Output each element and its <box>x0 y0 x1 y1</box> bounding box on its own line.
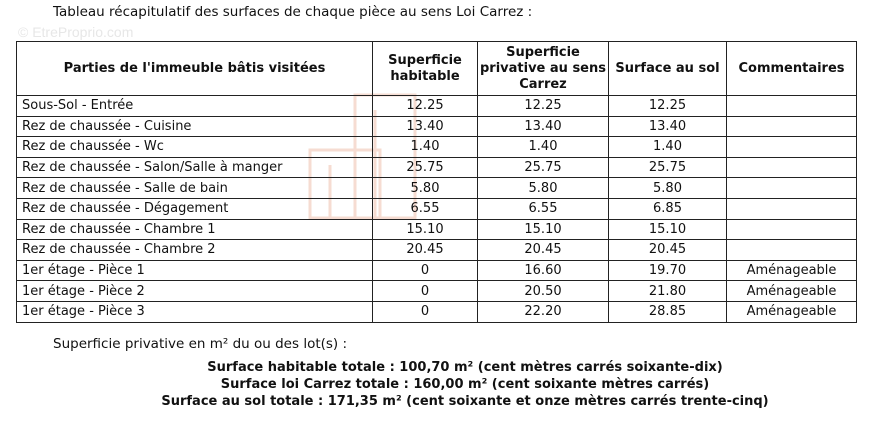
living-area-cell: 5.80 <box>373 178 478 199</box>
floor-area-cell: 28.85 <box>609 301 727 322</box>
living-area-cell: 15.10 <box>373 219 478 240</box>
living-area-cell: 6.55 <box>373 198 478 219</box>
table-row <box>17 96 857 117</box>
carrez-area-cell: 1.40 <box>478 137 609 158</box>
living-area-cell: 0 <box>373 260 478 281</box>
comment-cell <box>727 198 857 219</box>
comment-cell <box>727 240 857 261</box>
watermark-logo: © EtreProprio.com <box>18 24 134 40</box>
living-area-cell: 0 <box>373 281 478 302</box>
total-floor-area: Surface au sol totale : 171,35 m² (cent soixante et onze mètres carrés trente-cinq) <box>161 394 769 409</box>
floor-area-cell: 21.80 <box>609 281 727 302</box>
comment-cell <box>727 157 857 178</box>
floor-area-cell: 25.75 <box>609 157 727 178</box>
floor-area-cell: 13.40 <box>609 116 727 137</box>
floor-area-cell: 20.45 <box>609 240 727 261</box>
comment-cell: Aménageable <box>727 260 857 281</box>
surfaces-table <box>16 41 857 323</box>
room-name-cell: Rez de chaussée - Cuisine <box>17 116 373 137</box>
floor-area-cell: 15.10 <box>609 219 727 240</box>
carrez-area-cell: 25.75 <box>478 157 609 178</box>
living-area-cell: 0 <box>373 301 478 322</box>
floor-area-cell: 19.70 <box>609 260 727 281</box>
room-name-cell: Rez de chaussée - Dégagement <box>17 198 373 219</box>
room-name-cell: 1er étage - Pièce 2 <box>17 281 373 302</box>
comment-cell: Aménageable <box>727 301 857 322</box>
floor-area-cell: 1.40 <box>609 137 727 158</box>
room-name-cell: Rez de chaussée - Chambre 2 <box>17 240 373 261</box>
total-living-area: Surface habitable totale : 100,70 m² (cent mètres carrés soixante-dix) <box>207 360 723 375</box>
carrez-area-cell: 12.25 <box>478 96 609 117</box>
table-row <box>17 137 857 158</box>
room-name-cell: Rez de chaussée - Salon/Salle à manger <box>17 157 373 178</box>
totals-block <box>0 359 872 410</box>
room-name-cell: 1er étage - Pièce 3 <box>17 301 373 322</box>
carrez-area-cell: 15.10 <box>478 219 609 240</box>
table-row <box>17 157 857 178</box>
floor-area-cell: 12.25 <box>609 96 727 117</box>
room-name-cell: Rez de chaussée - Salle de bain <box>17 178 373 199</box>
carrez-area-cell: 6.55 <box>478 198 609 219</box>
carrez-area-cell: 16.60 <box>478 260 609 281</box>
column-header-living-area: Superficie habitable <box>373 42 478 96</box>
column-header-carrez-area: Superficie privative au sens Carrez <box>478 42 609 96</box>
table-row <box>17 240 857 261</box>
column-header-comments: Commentaires <box>727 42 857 96</box>
total-carrez-area: Surface loi Carrez totale : 160,00 m² (cent soixante mètres carrés) <box>220 377 710 392</box>
living-area-cell: 20.45 <box>373 240 478 261</box>
room-name-cell: Rez de chaussée - Wc <box>17 137 373 158</box>
comment-cell <box>727 219 857 240</box>
floor-area-cell: 5.80 <box>609 178 727 199</box>
living-area-cell: 13.40 <box>373 116 478 137</box>
room-name-cell: Rez de chaussée - Chambre 1 <box>17 219 373 240</box>
floor-area-cell: 6.85 <box>609 198 727 219</box>
table-row <box>17 301 857 322</box>
private-area-label: Superficie privative en m² du ou des lot(s) : <box>53 336 348 352</box>
table-row <box>17 260 857 281</box>
comment-cell <box>727 178 857 199</box>
carrez-area-cell: 20.45 <box>478 240 609 261</box>
table-row <box>17 178 857 199</box>
living-area-cell: 25.75 <box>373 157 478 178</box>
table-row <box>17 116 857 137</box>
table-row <box>17 219 857 240</box>
comment-cell <box>727 137 857 158</box>
carrez-area-cell: 5.80 <box>478 178 609 199</box>
table-row <box>17 281 857 302</box>
comment-cell <box>727 116 857 137</box>
column-header-floor-area: Surface au sol <box>609 42 727 96</box>
intro-text: Tableau récapitulatif des surfaces de chaque pièce au sens Loi Carrez : <box>53 4 533 20</box>
living-area-cell: 1.40 <box>373 137 478 158</box>
carrez-area-cell: 22.20 <box>478 301 609 322</box>
comment-cell: Aménageable <box>727 281 857 302</box>
living-area-cell: 12.25 <box>373 96 478 117</box>
carrez-area-cell: 13.40 <box>478 116 609 137</box>
comment-cell <box>727 96 857 117</box>
room-name-cell: Sous-Sol - Entrée <box>17 96 373 117</box>
table-row <box>17 198 857 219</box>
table-header-row <box>17 42 857 96</box>
carrez-area-cell: 20.50 <box>478 281 609 302</box>
room-name-cell: 1er étage - Pièce 1 <box>17 260 373 281</box>
column-header-parts: Parties de l'immeuble bâtis visitées <box>17 42 373 96</box>
